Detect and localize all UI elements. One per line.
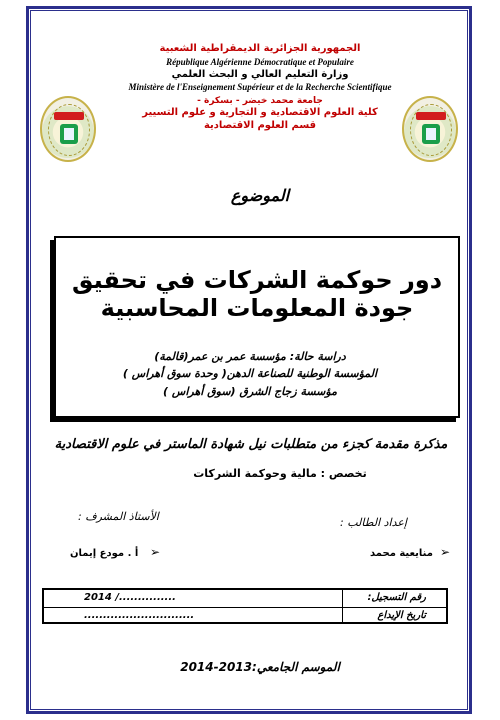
republic-french: République Algérienne Démocratique et Populaire (166, 57, 354, 67)
student-label: إعداد الطالب : (340, 516, 407, 529)
supervisor-label: الأستاذ المشرف : (78, 510, 159, 523)
case-study-line-2: المؤسسة الوطنية للصناعة الدهن( وحدة سوق أهراس ) (122, 367, 378, 380)
subject-label: الموضوع (230, 186, 290, 205)
republic-arabic: الجمهورية الجزائرية الديمقراطية الشعبية (159, 43, 361, 54)
deposit-row (44, 607, 446, 625)
case-study-line-3: مؤسسة زجاج الشرق (سوق أهراس ) (163, 385, 337, 398)
registration-row (44, 590, 446, 607)
university-logo-left (40, 96, 96, 162)
department-arabic: قسم العلوم الاقتصادية (203, 120, 317, 131)
registration-number-label: رقم التسجيل: (367, 592, 426, 603)
thesis-title: دور حوكمة الشركات في تحقيق جودة المعلومات المحاسبية (71, 266, 443, 322)
ministry-french: Ministère de l'Enseignement Supérieur et de la Recherche Scientifique (128, 82, 392, 92)
specialty: تخصص : مالية وحوكمة الشركات (193, 467, 367, 480)
registration-table (42, 588, 448, 624)
memo-statement: مذكرة مقدمة كجزء من متطلبات نيل شهادة الماستر في علوم الاقتصادية (54, 437, 448, 452)
arrow-bullet-icon: ➢ (150, 545, 161, 559)
academic-year: الموسم الجامعي:2013-2014 (180, 660, 340, 674)
supervisor-name: أ . مودع إيمان (70, 548, 139, 559)
registration-number-value: 2014 /............... (84, 592, 176, 603)
deposit-date-value: ............................. (84, 610, 195, 621)
ministry-arabic: وزارة التعليم العالي و البحث العلمي (171, 69, 349, 80)
student-name: منايعية محمد (370, 548, 433, 559)
university-logo-right (402, 96, 458, 162)
deposit-date-label: تاريخ الإيداع (377, 610, 426, 621)
faculty-arabic: كلية العلوم الاقتصادية و التجارية و علوم التسيير (142, 107, 378, 118)
arrow-bullet-icon: ➢ (440, 545, 451, 559)
university-arabic: جامعة محمد خيضر - بسكرة - (197, 96, 323, 106)
case-study-line-1: دراسة حالة: مؤسسة عمر بن عمر(قالمة) (154, 350, 346, 363)
